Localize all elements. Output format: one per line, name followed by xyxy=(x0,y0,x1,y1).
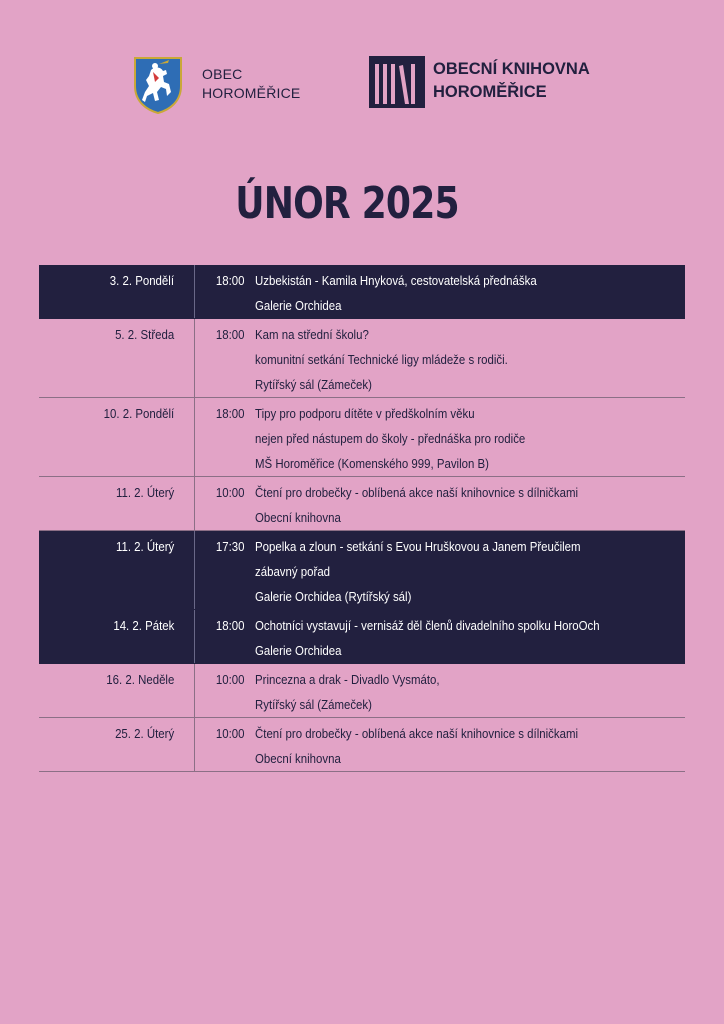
library-line2: HOROMĚŘICE xyxy=(433,83,547,101)
event-date xyxy=(39,718,195,771)
event-row xyxy=(39,610,685,664)
event-time xyxy=(195,265,255,318)
event-date-text: 16. 2. Neděle xyxy=(105,672,174,687)
header xyxy=(0,56,724,116)
municipality-line1: OBEC xyxy=(202,66,243,82)
event-description-text: Tipy pro podporu dítěte v předškolním věku xyxy=(255,406,475,421)
event-description xyxy=(255,610,685,663)
event-description-line xyxy=(255,372,685,397)
municipality-line2: HOROMĚŘICE xyxy=(202,85,301,101)
event-time xyxy=(195,610,255,663)
event-description-text: Popelka a zloun - setkání s Evou Hruškovou a Janem Přeučilem xyxy=(255,539,581,554)
event-time xyxy=(195,718,255,771)
municipality-name xyxy=(202,65,300,103)
event-date xyxy=(39,531,195,609)
event-date-text: 11. 2. Úterý xyxy=(115,539,174,554)
event-time-text: 10:00 xyxy=(216,485,245,500)
event-description-text: Ochotníci vystavují - vernisáž děl členů divadelního spolku HoroOch xyxy=(255,618,600,633)
event-description xyxy=(255,398,685,476)
event-description-text: Galerie Orchidea xyxy=(255,643,342,658)
event-date-text: 3. 2. Pondělí xyxy=(109,273,174,288)
event-description-text: Rytířský sál (Zámeček) xyxy=(255,697,372,712)
event-row xyxy=(39,531,685,610)
event-date-text: 25. 2. Úterý xyxy=(114,726,174,741)
event-time-text: 18:00 xyxy=(216,618,245,633)
event-description-line xyxy=(255,559,685,584)
event-description-line xyxy=(255,347,685,372)
event-description xyxy=(255,664,685,717)
page-title: ÚNOR 2025 xyxy=(235,178,459,229)
event-description-line xyxy=(255,721,685,746)
event-time xyxy=(195,531,255,609)
event-description xyxy=(255,319,685,397)
event-description-text: Princezna a drak - Divadlo Vysmáto, xyxy=(255,672,440,687)
event-description xyxy=(255,718,685,771)
event-description-text: Rytířský sál (Zámeček) xyxy=(255,377,372,392)
event-date-text: 10. 2. Pondělí xyxy=(103,406,174,421)
event-description xyxy=(255,265,685,318)
event-date xyxy=(39,477,195,530)
event-description-line xyxy=(255,638,685,663)
event-row xyxy=(39,398,685,477)
library-line1: OBECNÍ KNIHOVNA xyxy=(433,60,590,78)
event-description-text: Uzbekistán - Kamila Hnyková, cestovatelská přednáška xyxy=(255,273,537,288)
event-time xyxy=(195,319,255,397)
library-name xyxy=(433,58,590,104)
event-time-text: 18:00 xyxy=(216,327,245,342)
event-date-text: 14. 2. Pátek xyxy=(112,618,174,633)
event-time xyxy=(195,398,255,476)
event-description-text: Čtení pro drobečky - oblíbená akce naší knihovnice s dílničkami xyxy=(255,485,579,500)
event-description-line xyxy=(255,534,685,559)
event-description-line xyxy=(255,505,685,530)
event-row xyxy=(39,718,685,772)
event-description-text: Obecní knihovna xyxy=(255,751,341,766)
event-date xyxy=(39,610,195,663)
event-time-text: 18:00 xyxy=(216,406,245,421)
event-description-line xyxy=(255,268,685,293)
event-description-line xyxy=(255,426,685,451)
municipal-crest-icon xyxy=(133,56,183,114)
event-time-text: 10:00 xyxy=(216,726,245,741)
event-time-text: 10:00 xyxy=(216,672,245,687)
event-row xyxy=(39,664,685,718)
events-table xyxy=(39,265,685,772)
event-description-line xyxy=(255,613,685,638)
event-row xyxy=(39,319,685,398)
event-date-text: 11. 2. Úterý xyxy=(115,485,174,500)
event-description-line xyxy=(255,584,685,609)
event-date xyxy=(39,265,195,318)
event-description-line xyxy=(255,692,685,717)
event-time xyxy=(195,664,255,717)
event-date xyxy=(39,319,195,397)
event-description-text: MŠ Horoměřice (Komenského 999, Pavilon B) xyxy=(255,456,489,471)
event-description-line xyxy=(255,322,685,347)
event-time-text: 17:30 xyxy=(216,539,245,554)
event-description-line xyxy=(255,293,685,318)
event-time-text: 18:00 xyxy=(216,273,245,288)
event-description-line xyxy=(255,667,685,692)
event-description-line xyxy=(255,746,685,771)
event-description xyxy=(255,477,685,530)
event-description xyxy=(255,531,685,609)
event-time xyxy=(195,477,255,530)
event-description-text: zábavný pořad xyxy=(255,564,331,579)
event-row xyxy=(39,265,685,319)
event-description-line xyxy=(255,480,685,505)
library-books-icon xyxy=(369,56,425,108)
event-description-line xyxy=(255,451,685,476)
event-date xyxy=(39,398,195,476)
event-description-text: Kam na střední školu? xyxy=(255,327,369,342)
event-description-text: komunitní setkání Technické ligy mládeže s rodiči. xyxy=(255,352,508,367)
event-description-text: Čtení pro drobečky - oblíbená akce naší knihovnice s dílničkami xyxy=(255,726,579,741)
event-description-text: Galerie Orchidea (Rytířský sál) xyxy=(255,589,412,604)
event-row xyxy=(39,477,685,531)
event-description-line xyxy=(255,401,685,426)
event-description-text: Galerie Orchidea xyxy=(255,298,342,313)
event-description-text: Obecní knihovna xyxy=(255,510,341,525)
event-date-text: 5. 2. Středa xyxy=(114,327,174,342)
event-date xyxy=(39,664,195,717)
event-description-text: nejen před nástupem do školy - přednáška pro rodiče xyxy=(255,431,526,446)
